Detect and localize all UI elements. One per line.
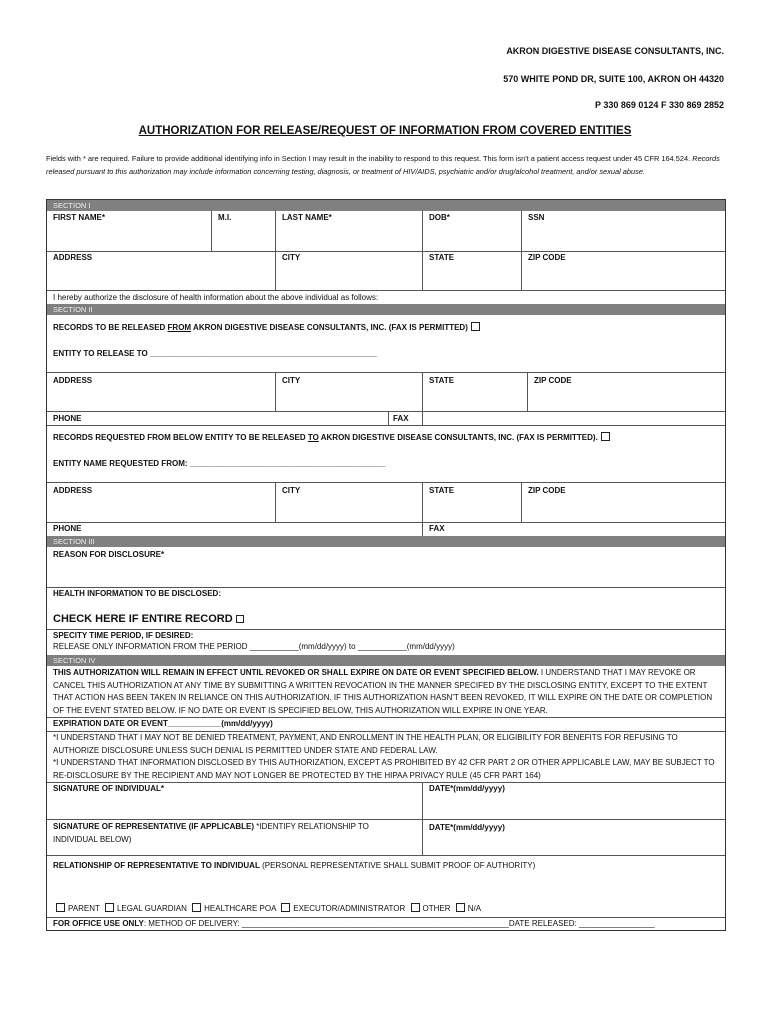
option-other[interactable]: OTHER [408, 904, 451, 913]
authorization-form [46, 199, 726, 931]
section-2-header: SECTION II [47, 304, 725, 315]
date-field-1[interactable]: DATE*(mm/dd/yyyy) [429, 784, 505, 793]
state-field-2[interactable]: STATE [429, 376, 455, 385]
dob-field[interactable]: DOB* [429, 213, 450, 222]
section-3-header: SECTION III [47, 536, 725, 547]
company-name: AKRON DIGESTIVE DISEASE CONSULTANTS, INC. [506, 46, 724, 56]
records-from-label: RECORDS TO BE RELEASED FROM AKRON DIGESTIVE DISEASE CONSULTANTS, INC. (FAX IS PERMITTED) [53, 322, 483, 332]
mi-field[interactable]: M.I. [218, 213, 232, 222]
health-info-field[interactable]: HEALTH INFORMATION TO BE DISCLOSED: [53, 589, 221, 598]
company-phone-fax: P 330 869 0124 F 330 869 2852 [595, 100, 724, 110]
records-to-checkbox[interactable] [601, 432, 610, 441]
zip-field-3[interactable]: ZIP CODE [528, 486, 566, 495]
option-legal-guardian[interactable]: LEGAL GUARDIAN [102, 904, 187, 913]
zip-field[interactable]: ZIP CODE [528, 253, 566, 262]
city-field[interactable]: CITY [282, 253, 301, 262]
section-1-header: SECTION I [47, 200, 725, 211]
address-field[interactable]: ADDRESS [53, 253, 93, 262]
checkbox-icon [105, 903, 114, 912]
option-parent[interactable]: PARENT [53, 904, 100, 913]
zip-field-2[interactable]: ZIP CODE [534, 376, 572, 385]
expiration-field[interactable]: EXPIRATION DATE OR EVENT____________(mm/dd/yyyy) [53, 719, 273, 728]
fax-field-2[interactable]: FAX [429, 524, 445, 533]
release-period-field[interactable]: RELEASE ONLY INFORMATION FROM THE PERIOD ___________(mm/dd/yyyy) to ___________(mm/dd/yyyy) [53, 642, 455, 651]
state-field-3[interactable]: STATE [429, 486, 455, 495]
checkbox-icon [411, 903, 420, 912]
checkbox-icon [192, 903, 201, 912]
first-name-field[interactable]: FIRST NAME* [53, 213, 105, 222]
understand-statement-2: *I UNDERSTAND THAT INFORMATION DISCLOSED BY THIS AUTHORIZATION, EXCEPT AS PROHIBITED BY 42 CFR PART 2 OR OTHER APPLICABLE LAW, MAY BE SUBJECT TO RE-DISCLOSURE BY THE RECIPIENT AND MAY NOT LONGER BE PROTECTED BY THE HIPAA PRIVACY RULE (45 CFR PART 164) [53, 758, 715, 780]
last-name-field[interactable]: LAST NAME* [282, 213, 332, 222]
option-healthcare-poa[interactable]: HEALTHCARE POA [189, 904, 276, 913]
checkbox-icon [456, 903, 465, 912]
time-period-label: SPECITY TIME PERIOD, IF DESIRED: [53, 631, 194, 640]
phone-field-2[interactable]: PHONE [53, 524, 82, 533]
ssn-field[interactable]: SSN [528, 213, 545, 222]
relationship-label: RELATIONSHIP OF REPRESENTATIVE TO INDIVIDUAL (PERSONAL REPRESENTATIVE SHALL SUBMIT PROOF OF AUTHORITY) [53, 861, 536, 870]
fax-field[interactable]: FAX [393, 414, 409, 423]
city-field-3[interactable]: CITY [282, 486, 301, 495]
entity-release-to-field[interactable]: ENTITY TO RELEASE TO ___________________________________________________ [53, 349, 377, 358]
records-to-label: RECORDS REQUESTED FROM BELOW ENTITY TO BE RELEASED TO AKRON DIGESTIVE DISEASE CONSULTANTS, INC. (FAX IS PERMITTED). [53, 432, 613, 442]
authorize-statement: I hereby authorize the disclosure of health information about the above individual as follows: [53, 293, 379, 302]
signature-individual-field[interactable]: SIGNATURE OF INDIVIDUAL* [53, 784, 164, 793]
intro-italic: Records released pursuant to this authorization may include information concerning testing, diagnosis, or treatment of HIV/AIDS, psychiatric and/or drug/alcohol treatment, and/or sexual abuse. [46, 154, 720, 176]
intro-text: Fields with * are required. Failure to provide additional identifying info in Section I may result in the inability to respond to this request. This form isn't a patient access request under 45 CFR 164.524. Records released pursuant to this authorization may include information concerning testing, diagnosis, or treatment of HIV/AIDS, psychiatric and/or drug/alcohol treatment, and/or sexual abuse. [46, 154, 720, 176]
signature-representative-field[interactable]: SIGNATURE OF REPRESENTATIVE (IF APPLICABLE) *IDENTIFY RELATIONSHIP TO INDIVIDUAL BELOW) [53, 822, 369, 844]
office-use-row: FOR OFFICE USE ONLY: METHOD OF DELIVERY: ____________________________________________________________DATE RELEASED: _________________ [53, 919, 655, 928]
date-field-2[interactable]: DATE*(mm/dd/yyyy) [429, 823, 505, 832]
company-address: 570 WHITE POND DR, SUITE 100, AKRON OH 44320 [503, 74, 724, 84]
state-field[interactable]: STATE [429, 253, 455, 262]
relationship-options [53, 903, 481, 916]
reason-field[interactable]: REASON FOR DISCLOSURE* [53, 550, 165, 559]
effect-statement: THIS AUTHORIZATION WILL REMAIN IN EFFECT UNTIL REVOKED OR SHALL EXPIRE ON DATE OR EVENT SPECIFIED BELOW. I UNDERSTAND THAT I MAY REVOKE OR CANCEL THIS AUTHORIZATION AT ANY TIME BY SUBMITTING A WRITTEN REVOCATION IN THE MANNER SPECIFED BY THE DISCLOSING ENTITY, EXCEPT TO THE EXTENT THAT ACTION HAS BEEN TAKEN IN RELIANCE ON THIS AUTHORIZATION. IF THIS AUTHORIZATION HASN'T BEEN REVOKED, IT WILL EXPIRE ON THE DATE OR COMPLETION OF THE EVENT STATED BELOW. IF NO DATE OR EVENT IS SPECIFIED BELOW, THIS AUTHORIZATION WILL EXPIRE IN ONE YEAR. [53, 668, 713, 715]
checkbox-icon [56, 903, 65, 912]
option-executor[interactable]: EXECUTOR/ADMINISTRATOR [278, 904, 405, 913]
section-4-header: SECTION IV [47, 655, 725, 666]
entire-record-checkbox[interactable] [236, 615, 244, 623]
city-field-2[interactable]: CITY [282, 376, 301, 385]
entity-requested-from-field[interactable]: ENTITY NAME REQUESTED FROM: ____________________________________________ [53, 459, 386, 468]
form-title: AUTHORIZATION FOR RELEASE/REQUEST OF INFORMATION FROM COVERED ENTITIES [138, 125, 632, 137]
checkbox-icon [281, 903, 290, 912]
address-field-3[interactable]: ADDRESS [53, 486, 93, 495]
understand-statement-1: *I UNDERSTAND THAT I MAY NOT BE DENIED TREATMENT, PAYMENT, AND ENROLLMENT IN THE HEALTH PLAN, OR ELIGIBILITY FOR BENEFITS FOR REFUSING TO AUTHORIZE DISCLOSURE UNLESS SUCH DENIAL IS PERMITTED UNDER STATE AND FEDERAL LAW. [53, 733, 678, 755]
records-from-checkbox[interactable] [471, 322, 480, 331]
address-field-2[interactable]: ADDRESS [53, 376, 93, 385]
option-na[interactable]: N/A [453, 904, 481, 913]
phone-field[interactable]: PHONE [53, 414, 82, 423]
entire-record-label: CHECK HERE IF ENTIRE RECORD [53, 613, 247, 625]
